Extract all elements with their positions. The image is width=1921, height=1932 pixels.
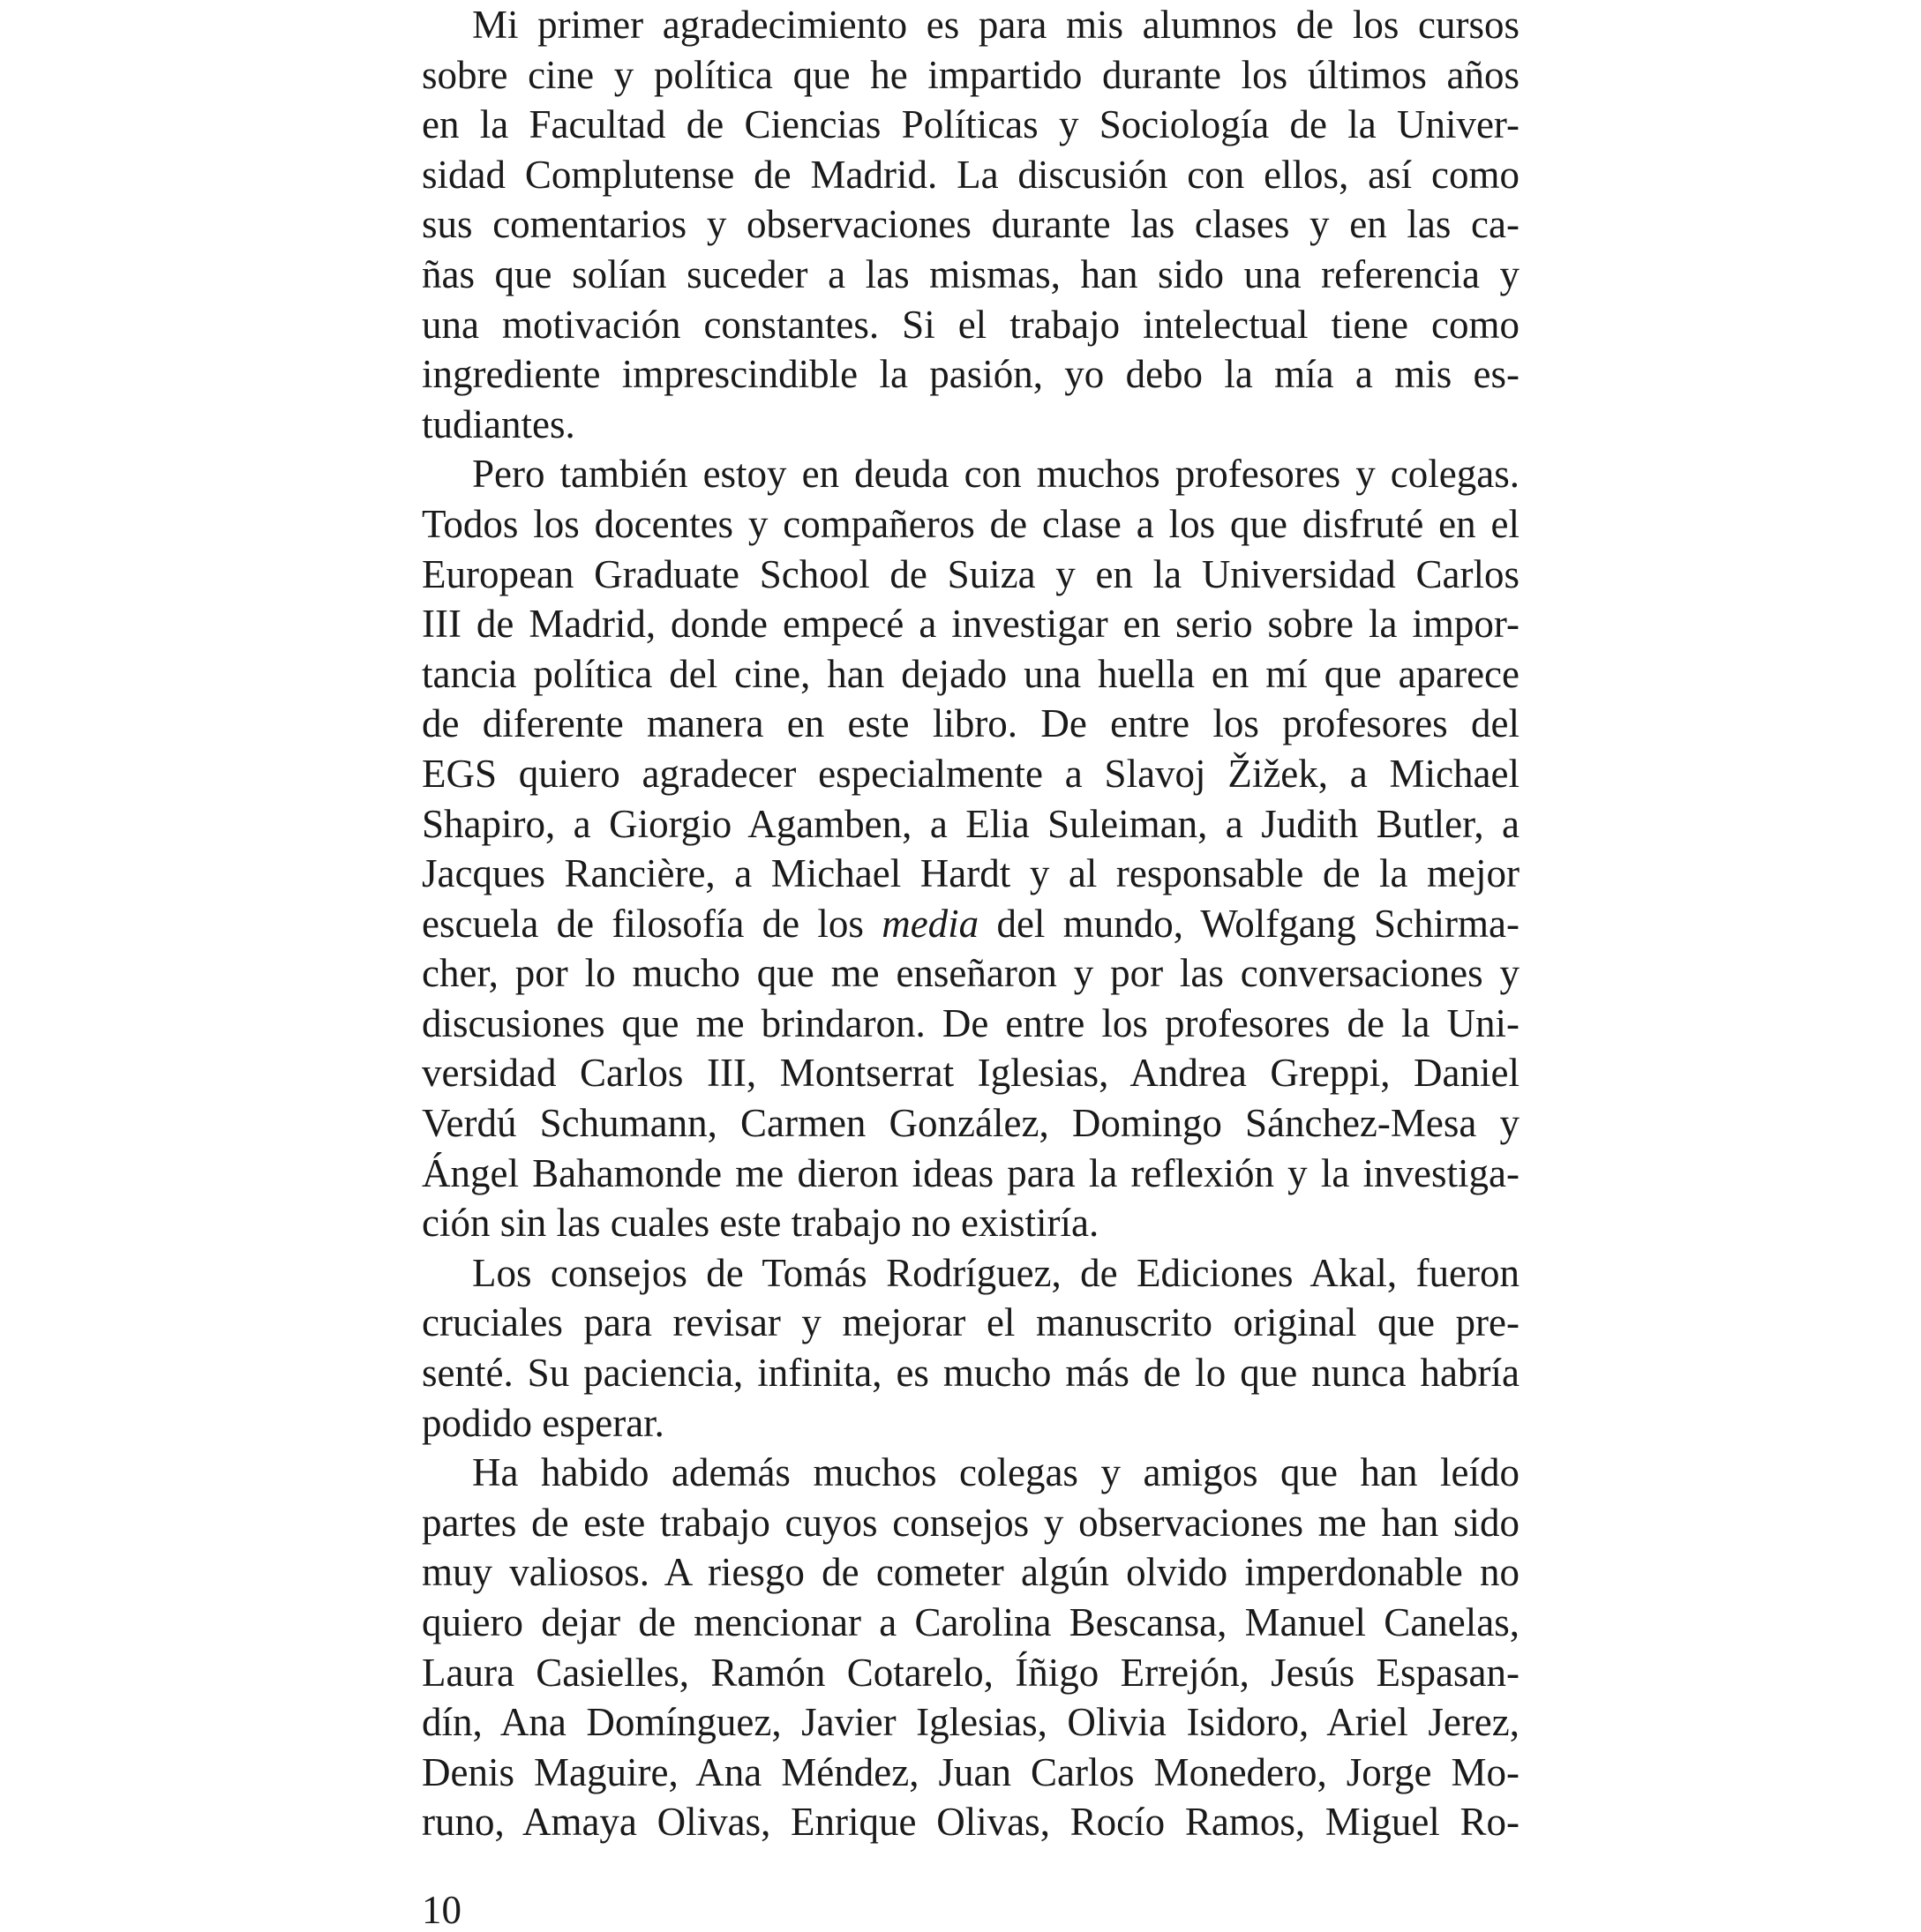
body-text <box>422 0 1520 1847</box>
text-line: partes de este trabajo cuyos consejos y observaciones me han sido <box>422 1500 1520 1545</box>
text-line: dín, Ana Domínguez, Javier Iglesias, Olivia Isidoro, Ariel Jerez, <box>422 1700 1520 1745</box>
paragraph <box>422 1448 1520 1847</box>
text-line: Los consejos de Tomás Rodríguez, de Ediciones Akal, fueron <box>472 1250 1520 1295</box>
page-number: 10 <box>422 1888 461 1932</box>
text-line: runo, Amaya Olivas, Enrique Olivas, Rocío Ramos, Miguel Ro- <box>422 1800 1520 1845</box>
text-line: ñas que solían suceder a las mismas, han sido una referencia y <box>422 251 1520 296</box>
text-line: Ángel Bahamonde me dieron ideas para la reflexión y la investiga- <box>422 1150 1520 1195</box>
text-line-with-italic <box>422 899 1520 949</box>
text-line: EGS quiero agradecer especialmente a Slavoj Žižek, a Michael <box>422 751 1520 796</box>
text-line: III de Madrid, donde empecé a investigar en serio sobre la impor- <box>422 602 1520 647</box>
text-fragment: del mundo, Wolfgang Schirma- <box>979 901 1520 946</box>
italic-word: media <box>882 901 979 946</box>
text-fragment: escuela de filosofía de los <box>422 901 882 946</box>
text-line: cher, por lo mucho que me enseñaron y por las conversaciones y <box>422 951 1520 996</box>
text-line: una motivación constantes. Si el trabajo intelectual tiene como <box>422 302 1520 347</box>
text-line: discusiones que me brindaron. De entre los profesores de la Uni- <box>422 1000 1520 1045</box>
text-line: versidad Carlos III, Montserrat Iglesias, Andrea Greppi, Daniel <box>422 1051 1520 1096</box>
text-line: sobre cine y política que he impartido durante los últimos años <box>422 52 1520 97</box>
text-line: sidad Complutense de Madrid. La discusión con ellos, así como <box>422 152 1520 197</box>
text-line: Pero también estoy en deuda con muchos profesores y colegas. <box>472 452 1520 497</box>
text-line: tudiantes. <box>422 401 575 446</box>
text-line: Jacques Rancière, a Michael Hardt y al responsable de la mejor <box>422 851 1520 896</box>
text-line: European Graduate School de Suiza y en la Universidad Carlos <box>422 551 1520 596</box>
text-line: Shapiro, a Giorgio Agamben, a Elia Suleiman, a Judith Butler, a <box>422 801 1520 846</box>
paragraph <box>422 449 1520 1248</box>
text-line: Todos los docentes y compañeros de clase a los que disfruté en el <box>422 501 1520 546</box>
text-line: de diferente manera en este libro. De entre los profesores del <box>422 701 1520 746</box>
paragraph <box>422 0 1520 449</box>
text-line: ingrediente imprescindible la pasión, yo debo la mía a mis es- <box>422 352 1520 397</box>
text-line: ción sin las cuales este trabajo no existiría. <box>422 1201 1099 1246</box>
text-line: podido esperar. <box>422 1400 664 1445</box>
text-line: muy valiosos. A riesgo de cometer algún olvido imperdonable no <box>422 1550 1520 1595</box>
text-line: quiero dejar de mencionar a Carolina Bescansa, Manuel Canelas, <box>422 1600 1520 1644</box>
text-line: Verdú Schumann, Carmen González, Domingo Sánchez-Mesa y <box>422 1101 1520 1146</box>
text-line: cruciales para revisar y mejorar el manuscrito original que pre- <box>422 1300 1520 1345</box>
paragraph <box>422 1248 1520 1448</box>
text-line: en la Facultad de Ciencias Políticas y Sociología de la Univer- <box>422 102 1520 147</box>
text-line: Laura Casielles, Ramón Cotarelo, Íñigo Errejón, Jesús Espasan- <box>422 1650 1520 1695</box>
text-line: Mi primer agradecimiento es para mis alumnos de los cursos <box>472 3 1520 47</box>
text-line: sus comentarios y observaciones durante las clases y en las ca- <box>422 202 1520 247</box>
text-line: tancia política del cine, han dejado una huella en mí que aparece <box>422 651 1520 696</box>
text-line: Ha habido además muchos colegas y amigos que han leído <box>472 1450 1520 1495</box>
text-line: senté. Su paciencia, infinita, es mucho más de lo que nunca habría <box>422 1351 1520 1396</box>
text-line: Denis Maguire, Ana Méndez, Juan Carlos Monedero, Jorge Mo- <box>422 1749 1520 1794</box>
